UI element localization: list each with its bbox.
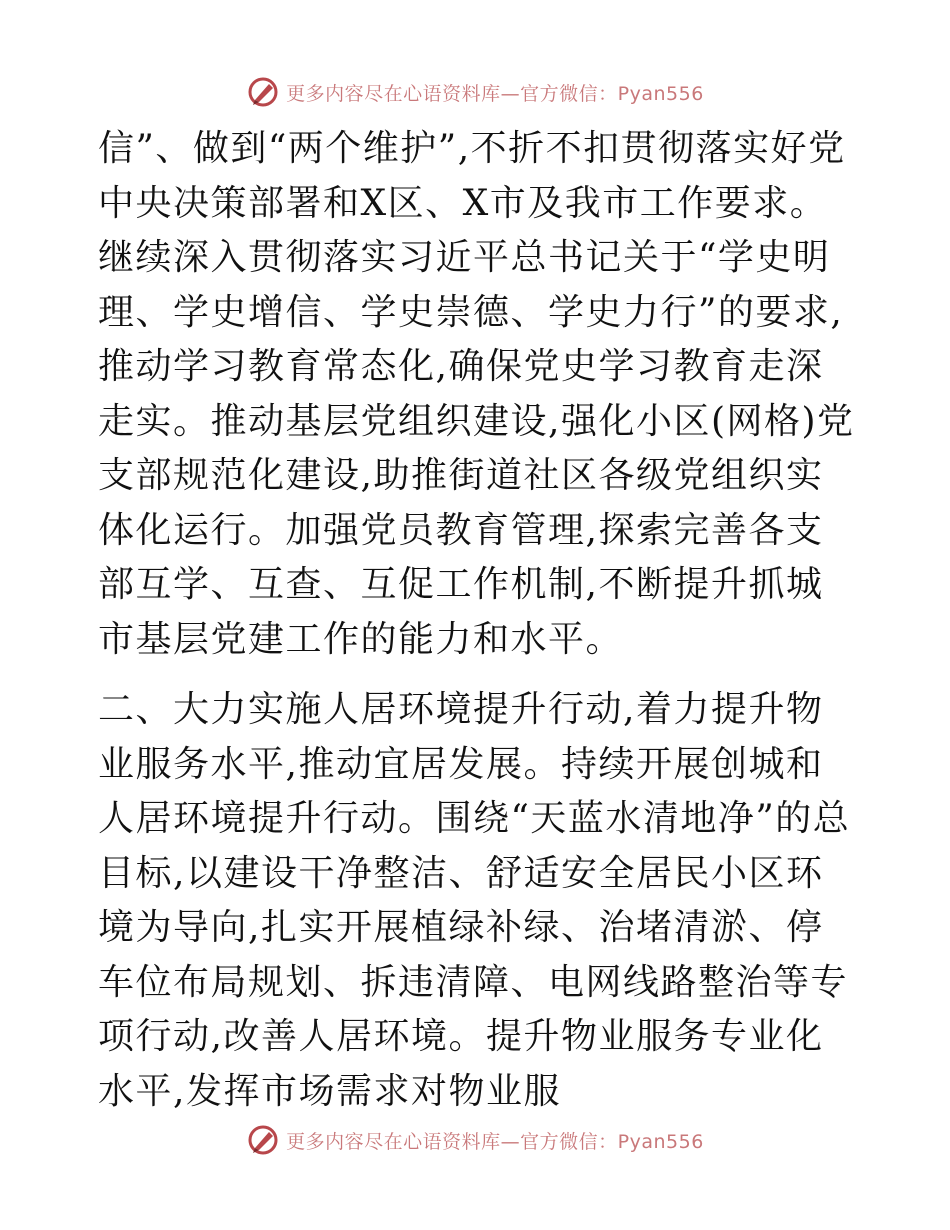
footer-banner-text: 更多内容尽在心语资料库—官方微信：Pyan556 [286,1130,704,1153]
header-banner [0,72,950,112]
pen-circle-logo-icon [246,75,280,109]
pen-circle-logo-icon [246,1123,280,1157]
header-banner-text: 更多内容尽在心语资料库—官方微信：Pyan556 [286,82,704,105]
document-body [98,122,858,1119]
paragraph-1: 信”、做到“两个维护”,不折不扣贯彻落实好党中央决策部署和X区、X市及我市工作要求。继续深入贯彻落实习近平总书记关于“学史明理、学史增信、学史崇德、学史力行”的要求,推动学习教育常态化,确保党史学习教育走深走实。推动基层党组织建设,强化小区(网格)党支部规范化建设,助推街道社区各级党组织实体化运行。加强党员教育管理,探索完善各支部互学、互查、互促工作机制,不断提升抓城市基层党建工作的能力和水平。 [98,128,855,660]
paragraph-2: 二、大力实施人居环境提升行动,着力提升物业服务水平,推动宜居发展。持续开展创城和人居环境提升行动。围绕“天蓝水清地净”的总目标,以建设干净整洁、舒适安全居民小区环境为导向,扎实开展植绿补绿、治堵清淤、停车位布局规划、拆违清障、电网线路整治等专项行动,改善人居环境。提升物业服务专业化水平,发挥市场需求对物业服 [98,689,851,1112]
footer-banner [0,1120,950,1160]
